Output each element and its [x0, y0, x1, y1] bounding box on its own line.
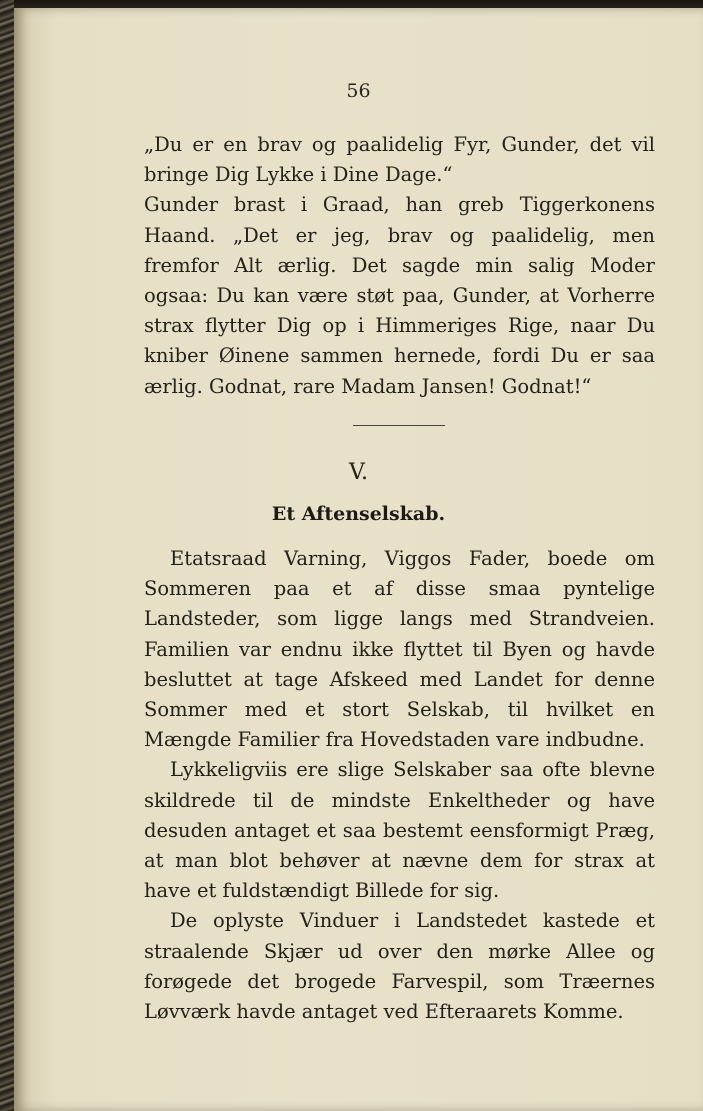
paragraph: Gunder brast i Graad, han greb Tiggerkonens Haand. „Det er jeg, brav og paalidelig, men fremfor Alt ærlig. Det sagde min salig Moder ogsaa: Du kan være støt paa, Gunder, at Vorherre strax flytter Dig op i Himmeriges Rige, naar Du kniber Øinene sammen hernede, fordi Du er saa ærlig. Godnat, rare Madam Jansen! Godnat!“ — [144, 193, 655, 398]
paragraph: Etatsraad Varning, Viggos Fader, boede om Sommeren paa et af disse smaa pyntelige Landsteder, som ligge langs med Strandveien. Familien var endnu ikke flyttet til Byen og havde besluttet at tage Afskeed med Landet for denne Sommer med et stort Selskab, til hvilket en Mængde Familier fra Hovedstaden vare indbudne. — [144, 547, 655, 752]
chapter-title: Et Aftenselskab. — [271, 503, 446, 525]
chapter-number: V. — [348, 460, 369, 485]
book-page — [14, 8, 703, 1111]
section-divider — [353, 425, 445, 426]
paragraph: „Du er en brav og paalidelig Fyr, Gunder, det vil bringe Dig Lykke i Dine Dage.“ — [144, 133, 655, 187]
text-before-chapter — [144, 130, 655, 402]
text-after-chapter — [144, 544, 655, 1027]
paragraph: Lykkeligviis ere slige Selskaber saa ofte blevne skildrede til de mindste Enkeltheder og have desuden antaget et saa bestemt eensformigt Præg, at man blot behøver at nævne dem for strax at have et fuldstændigt Billede for sig. — [144, 758, 655, 903]
page-number: 56 — [346, 80, 371, 102]
paragraph: De oplyste Vinduer i Landstedet kastede et straalende Skjær ud over den mørke Allee og forøgede det brogede Farvespil, som Træernes Løvværk havde antaget ved Efteraarets Komme. — [144, 909, 655, 1024]
marbled-book-edge — [0, 0, 14, 1111]
